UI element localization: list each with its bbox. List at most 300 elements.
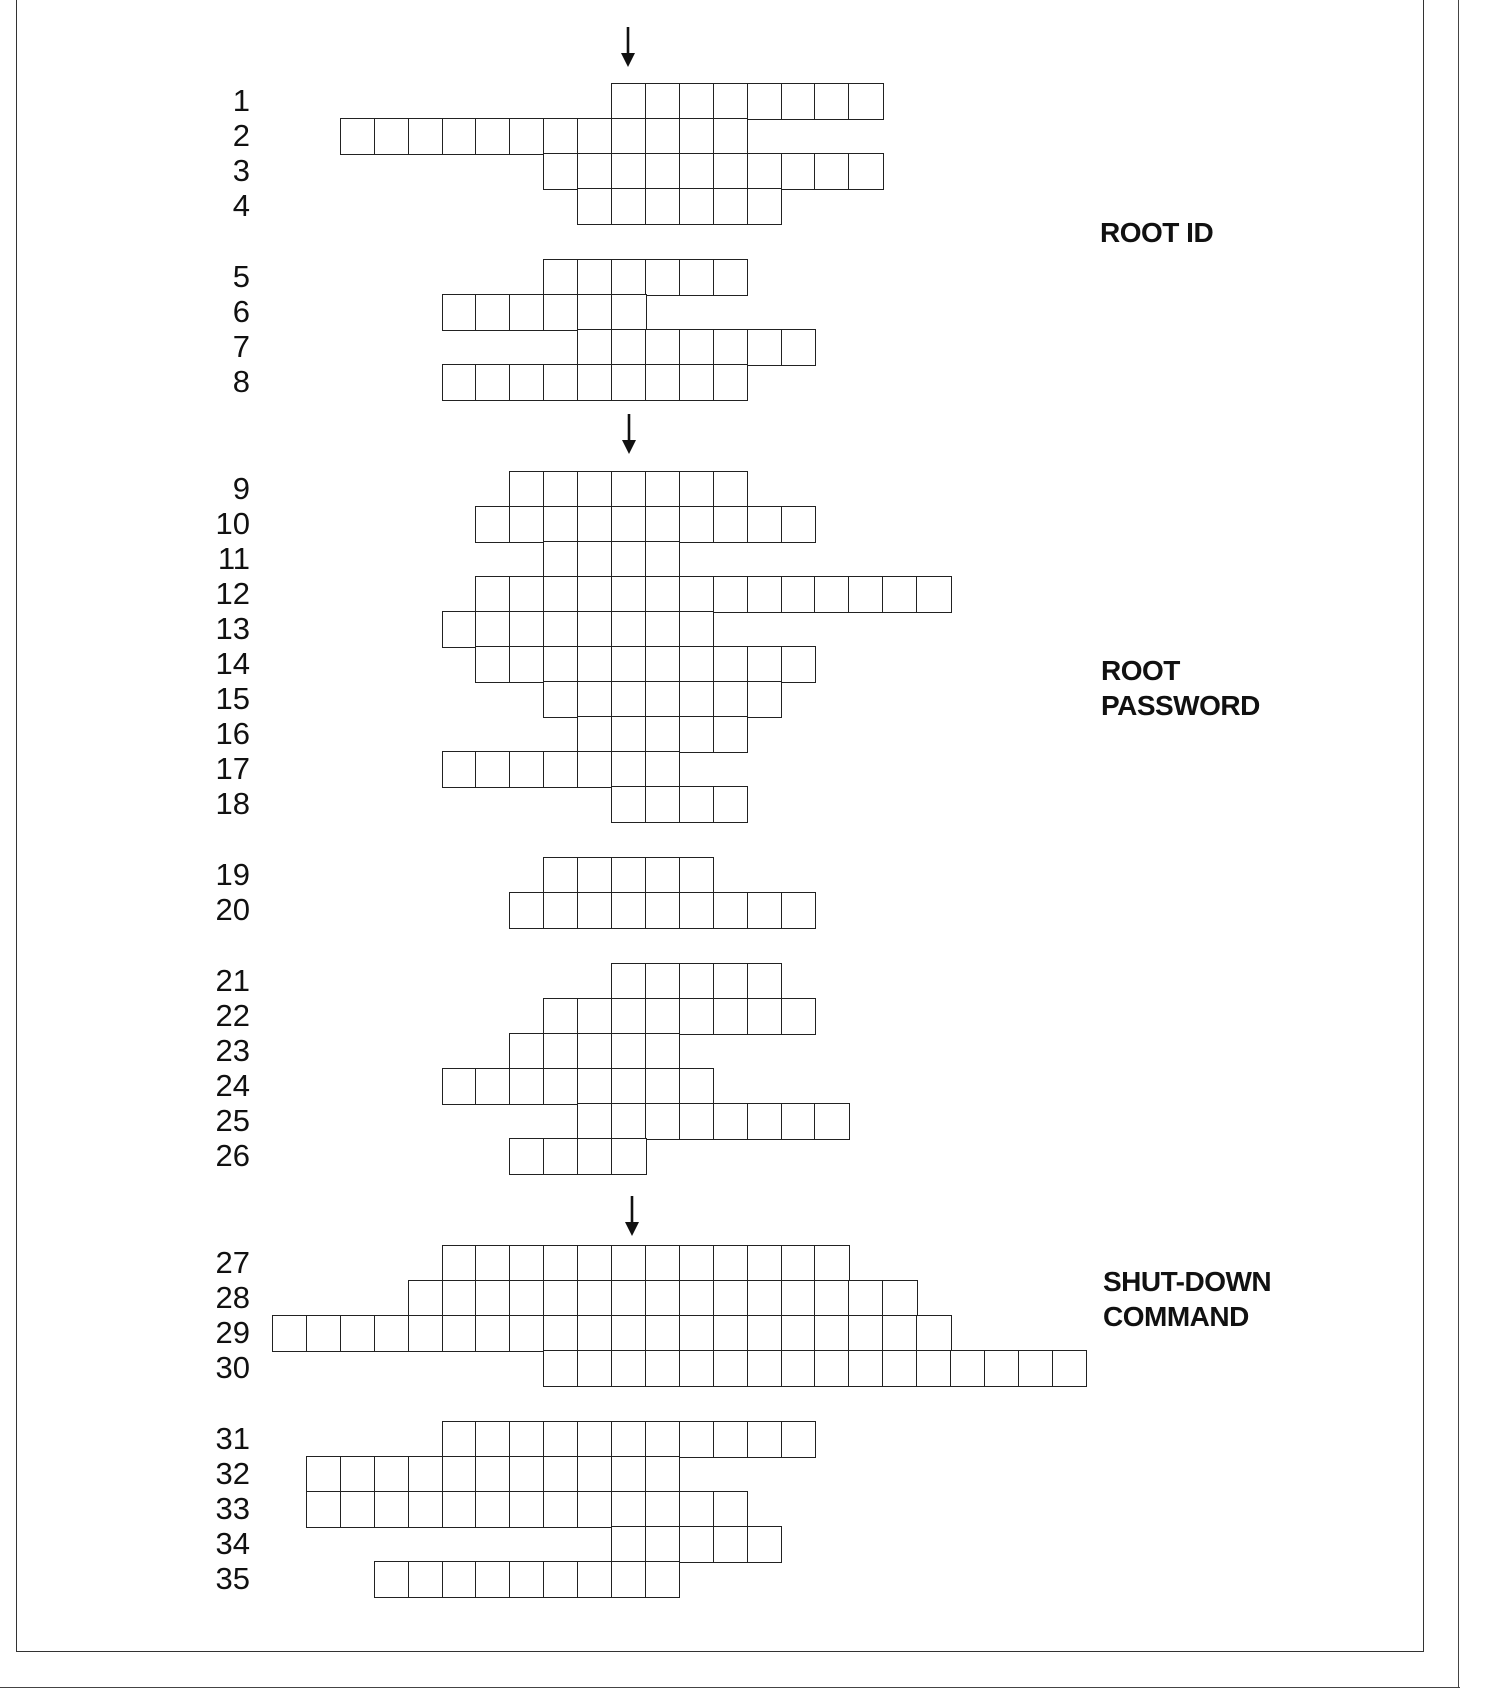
grid-cell[interactable] bbox=[509, 1033, 545, 1070]
grid-cell[interactable] bbox=[509, 576, 545, 613]
grid-cell[interactable] bbox=[645, 751, 681, 788]
grid-cell[interactable] bbox=[408, 1315, 444, 1352]
grid-cell[interactable] bbox=[713, 576, 749, 613]
grid-cell[interactable] bbox=[814, 83, 850, 120]
grid-cell[interactable] bbox=[679, 1526, 715, 1563]
grid-cell[interactable] bbox=[747, 1526, 783, 1563]
grid-cell[interactable] bbox=[679, 576, 715, 613]
grid-cell[interactable] bbox=[1018, 1350, 1054, 1387]
grid-cell[interactable] bbox=[814, 1245, 850, 1282]
grid-cell[interactable] bbox=[577, 1456, 613, 1493]
grid-cell[interactable] bbox=[509, 1245, 545, 1282]
grid-cell[interactable] bbox=[645, 1350, 681, 1387]
grid-cell[interactable] bbox=[577, 294, 613, 331]
grid-cell[interactable] bbox=[543, 611, 579, 648]
grid-cell[interactable] bbox=[679, 1068, 715, 1105]
grid-cell[interactable] bbox=[645, 1315, 681, 1352]
grid-cell[interactable] bbox=[306, 1491, 342, 1528]
grid-cell[interactable] bbox=[645, 857, 681, 894]
grid-cell[interactable] bbox=[577, 1068, 613, 1105]
grid-cell[interactable] bbox=[509, 1491, 545, 1528]
grid-cell[interactable] bbox=[781, 1245, 817, 1282]
grid-cell[interactable] bbox=[475, 646, 511, 683]
grid-cell[interactable] bbox=[713, 1280, 749, 1317]
grid-cell[interactable] bbox=[645, 364, 681, 401]
grid-cell[interactable] bbox=[509, 118, 545, 155]
grid-cell[interactable] bbox=[679, 83, 715, 120]
grid-cell[interactable] bbox=[781, 506, 817, 543]
grid-cell[interactable] bbox=[442, 1068, 478, 1105]
grid-cell[interactable] bbox=[543, 681, 579, 718]
grid-cell[interactable] bbox=[611, 1456, 647, 1493]
grid-cell[interactable] bbox=[611, 786, 647, 823]
grid-cell[interactable] bbox=[611, 506, 647, 543]
grid-cell[interactable] bbox=[713, 506, 749, 543]
grid-cell[interactable] bbox=[882, 1315, 918, 1352]
grid-cell[interactable] bbox=[442, 1456, 478, 1493]
grid-cell[interactable] bbox=[306, 1315, 342, 1352]
grid-cell[interactable] bbox=[611, 83, 647, 120]
grid-cell[interactable] bbox=[577, 1280, 613, 1317]
grid-cell[interactable] bbox=[475, 1421, 511, 1458]
grid-cell[interactable] bbox=[645, 1526, 681, 1563]
grid-cell[interactable] bbox=[645, 892, 681, 929]
grid-cell[interactable] bbox=[374, 1491, 410, 1528]
grid-cell[interactable] bbox=[577, 188, 613, 225]
grid-cell[interactable] bbox=[814, 1315, 850, 1352]
grid-cell[interactable] bbox=[713, 259, 749, 296]
grid-cell[interactable] bbox=[509, 1315, 545, 1352]
grid-cell[interactable] bbox=[408, 1456, 444, 1493]
grid-cell[interactable] bbox=[611, 1421, 647, 1458]
grid-cell[interactable] bbox=[611, 1068, 647, 1105]
grid-cell[interactable] bbox=[713, 471, 749, 508]
grid-cell[interactable] bbox=[509, 364, 545, 401]
grid-cell[interactable] bbox=[611, 541, 647, 578]
grid-cell[interactable] bbox=[747, 188, 783, 225]
grid-cell[interactable] bbox=[577, 1561, 613, 1598]
grid-cell[interactable] bbox=[611, 1315, 647, 1352]
grid-cell[interactable] bbox=[645, 1068, 681, 1105]
grid-cell[interactable] bbox=[475, 1068, 511, 1105]
grid-cell[interactable] bbox=[814, 1350, 850, 1387]
grid-cell[interactable] bbox=[848, 1280, 884, 1317]
grid-cell[interactable] bbox=[679, 963, 715, 1000]
grid-cell[interactable] bbox=[475, 611, 511, 648]
grid-cell[interactable] bbox=[577, 611, 613, 648]
grid-cell[interactable] bbox=[747, 998, 783, 1035]
grid-cell[interactable] bbox=[747, 1350, 783, 1387]
grid-cell[interactable] bbox=[577, 118, 613, 155]
grid-cell[interactable] bbox=[543, 751, 579, 788]
grid-cell[interactable] bbox=[577, 329, 613, 366]
grid-cell[interactable] bbox=[781, 83, 817, 120]
grid-cell[interactable] bbox=[442, 611, 478, 648]
grid-cell[interactable] bbox=[577, 1033, 613, 1070]
grid-cell[interactable] bbox=[645, 611, 681, 648]
grid-cell[interactable] bbox=[713, 1315, 749, 1352]
grid-cell[interactable] bbox=[577, 259, 613, 296]
grid-cell[interactable] bbox=[781, 998, 817, 1035]
grid-cell[interactable] bbox=[679, 786, 715, 823]
grid-cell[interactable] bbox=[577, 716, 613, 753]
grid-cell[interactable] bbox=[577, 892, 613, 929]
grid-cell[interactable] bbox=[611, 681, 647, 718]
grid-cell[interactable] bbox=[509, 1280, 545, 1317]
grid-cell[interactable] bbox=[781, 1280, 817, 1317]
grid-cell[interactable] bbox=[408, 1561, 444, 1598]
grid-cell[interactable] bbox=[645, 188, 681, 225]
grid-cell[interactable] bbox=[713, 646, 749, 683]
grid-cell[interactable] bbox=[679, 364, 715, 401]
grid-cell[interactable] bbox=[747, 83, 783, 120]
grid-cell[interactable] bbox=[611, 329, 647, 366]
grid-cell[interactable] bbox=[543, 506, 579, 543]
grid-cell[interactable] bbox=[747, 646, 783, 683]
grid-cell[interactable] bbox=[611, 294, 647, 331]
grid-cell[interactable] bbox=[577, 471, 613, 508]
grid-cell[interactable] bbox=[509, 611, 545, 648]
grid-cell[interactable] bbox=[747, 1103, 783, 1140]
grid-cell[interactable] bbox=[814, 153, 850, 190]
grid-cell[interactable] bbox=[442, 1280, 478, 1317]
grid-cell[interactable] bbox=[611, 1245, 647, 1282]
grid-cell[interactable] bbox=[645, 83, 681, 120]
grid-cell[interactable] bbox=[713, 1245, 749, 1282]
grid-cell[interactable] bbox=[442, 1315, 478, 1352]
grid-cell[interactable] bbox=[611, 153, 647, 190]
grid-cell[interactable] bbox=[781, 329, 817, 366]
grid-cell[interactable] bbox=[577, 857, 613, 894]
grid-cell[interactable] bbox=[611, 576, 647, 613]
grid-cell[interactable] bbox=[747, 963, 783, 1000]
grid-cell[interactable] bbox=[781, 1421, 817, 1458]
grid-cell[interactable] bbox=[747, 329, 783, 366]
grid-cell[interactable] bbox=[442, 364, 478, 401]
grid-cell[interactable] bbox=[848, 1315, 884, 1352]
grid-cell[interactable] bbox=[679, 471, 715, 508]
grid-cell[interactable] bbox=[543, 259, 579, 296]
grid-cell[interactable] bbox=[679, 118, 715, 155]
grid-cell[interactable] bbox=[611, 716, 647, 753]
grid-cell[interactable] bbox=[679, 892, 715, 929]
grid-cell[interactable] bbox=[645, 329, 681, 366]
grid-cell[interactable] bbox=[848, 153, 884, 190]
grid-cell[interactable] bbox=[543, 1421, 579, 1458]
grid-cell[interactable] bbox=[509, 1068, 545, 1105]
grid-cell[interactable] bbox=[611, 892, 647, 929]
grid-cell[interactable] bbox=[781, 892, 817, 929]
grid-cell[interactable] bbox=[713, 329, 749, 366]
grid-cell[interactable] bbox=[543, 118, 579, 155]
grid-cell[interactable] bbox=[679, 716, 715, 753]
grid-cell[interactable] bbox=[611, 998, 647, 1035]
grid-cell[interactable] bbox=[611, 751, 647, 788]
grid-cell[interactable] bbox=[814, 1103, 850, 1140]
grid-cell[interactable] bbox=[611, 364, 647, 401]
grid-cell[interactable] bbox=[679, 1245, 715, 1282]
grid-cell[interactable] bbox=[577, 1103, 613, 1140]
grid-cell[interactable] bbox=[645, 1561, 681, 1598]
grid-cell[interactable] bbox=[781, 153, 817, 190]
grid-cell[interactable] bbox=[577, 541, 613, 578]
grid-cell[interactable] bbox=[577, 153, 613, 190]
grid-cell[interactable] bbox=[543, 294, 579, 331]
grid-cell[interactable] bbox=[679, 1103, 715, 1140]
grid-cell[interactable] bbox=[577, 1138, 613, 1175]
grid-cell[interactable] bbox=[543, 646, 579, 683]
grid-cell[interactable] bbox=[713, 1103, 749, 1140]
grid-cell[interactable] bbox=[611, 1033, 647, 1070]
grid-cell[interactable] bbox=[713, 716, 749, 753]
grid-cell[interactable] bbox=[306, 1456, 342, 1493]
grid-cell[interactable] bbox=[781, 1315, 817, 1352]
grid-cell[interactable] bbox=[882, 576, 918, 613]
grid-cell[interactable] bbox=[408, 1491, 444, 1528]
grid-cell[interactable] bbox=[611, 188, 647, 225]
grid-cell[interactable] bbox=[543, 364, 579, 401]
grid-cell[interactable] bbox=[713, 786, 749, 823]
grid-cell[interactable] bbox=[645, 118, 681, 155]
grid-cell[interactable] bbox=[611, 1280, 647, 1317]
grid-cell[interactable] bbox=[577, 681, 613, 718]
grid-cell[interactable] bbox=[645, 1421, 681, 1458]
grid-cell[interactable] bbox=[781, 1350, 817, 1387]
grid-cell[interactable] bbox=[645, 1491, 681, 1528]
grid-cell[interactable] bbox=[340, 1456, 376, 1493]
grid-cell[interactable] bbox=[611, 1526, 647, 1563]
grid-cell[interactable] bbox=[442, 751, 478, 788]
grid-cell[interactable] bbox=[848, 576, 884, 613]
grid-cell[interactable] bbox=[679, 646, 715, 683]
grid-cell[interactable] bbox=[543, 1138, 579, 1175]
grid-cell[interactable] bbox=[713, 118, 749, 155]
grid-cell[interactable] bbox=[645, 1103, 681, 1140]
grid-cell[interactable] bbox=[679, 153, 715, 190]
grid-cell[interactable] bbox=[611, 963, 647, 1000]
grid-cell[interactable] bbox=[543, 1315, 579, 1352]
grid-cell[interactable] bbox=[577, 1315, 613, 1352]
grid-cell[interactable] bbox=[713, 153, 749, 190]
grid-cell[interactable] bbox=[679, 1491, 715, 1528]
grid-cell[interactable] bbox=[272, 1315, 308, 1352]
grid-cell[interactable] bbox=[814, 1280, 850, 1317]
grid-cell[interactable] bbox=[645, 576, 681, 613]
grid-cell[interactable] bbox=[679, 259, 715, 296]
grid-cell[interactable] bbox=[509, 646, 545, 683]
grid-cell[interactable] bbox=[679, 998, 715, 1035]
grid-cell[interactable] bbox=[543, 1350, 579, 1387]
grid-cell[interactable] bbox=[543, 857, 579, 894]
grid-cell[interactable] bbox=[611, 118, 647, 155]
grid-cell[interactable] bbox=[543, 471, 579, 508]
grid-cell[interactable] bbox=[679, 329, 715, 366]
grid-cell[interactable] bbox=[509, 506, 545, 543]
grid-cell[interactable] bbox=[645, 1033, 681, 1070]
grid-cell[interactable] bbox=[475, 1280, 511, 1317]
grid-cell[interactable] bbox=[679, 1421, 715, 1458]
grid-cell[interactable] bbox=[645, 716, 681, 753]
grid-cell[interactable] bbox=[916, 1315, 952, 1352]
grid-cell[interactable] bbox=[679, 681, 715, 718]
grid-cell[interactable] bbox=[475, 118, 511, 155]
grid-cell[interactable] bbox=[543, 1561, 579, 1598]
grid-cell[interactable] bbox=[475, 1456, 511, 1493]
grid-cell[interactable] bbox=[747, 1245, 783, 1282]
grid-cell[interactable] bbox=[577, 576, 613, 613]
grid-cell[interactable] bbox=[611, 471, 647, 508]
grid-cell[interactable] bbox=[475, 576, 511, 613]
grid-cell[interactable] bbox=[611, 1561, 647, 1598]
grid-cell[interactable] bbox=[611, 857, 647, 894]
grid-cell[interactable] bbox=[611, 1350, 647, 1387]
grid-cell[interactable] bbox=[747, 1315, 783, 1352]
grid-cell[interactable] bbox=[882, 1280, 918, 1317]
grid-cell[interactable] bbox=[475, 1491, 511, 1528]
grid-cell[interactable] bbox=[713, 1491, 749, 1528]
grid-cell[interactable] bbox=[543, 892, 579, 929]
grid-cell[interactable] bbox=[679, 611, 715, 648]
grid-cell[interactable] bbox=[543, 998, 579, 1035]
grid-cell[interactable] bbox=[679, 1350, 715, 1387]
grid-cell[interactable] bbox=[713, 1350, 749, 1387]
grid-cell[interactable] bbox=[848, 83, 884, 120]
grid-cell[interactable] bbox=[679, 1280, 715, 1317]
grid-cell[interactable] bbox=[645, 963, 681, 1000]
grid-cell[interactable] bbox=[509, 892, 545, 929]
grid-cell[interactable] bbox=[577, 1421, 613, 1458]
grid-cell[interactable] bbox=[340, 1491, 376, 1528]
grid-cell[interactable] bbox=[577, 998, 613, 1035]
grid-cell[interactable] bbox=[679, 188, 715, 225]
grid-cell[interactable] bbox=[442, 118, 478, 155]
grid-cell[interactable] bbox=[475, 1561, 511, 1598]
grid-cell[interactable] bbox=[611, 259, 647, 296]
grid-cell[interactable] bbox=[408, 118, 444, 155]
grid-cell[interactable] bbox=[543, 153, 579, 190]
grid-cell[interactable] bbox=[713, 188, 749, 225]
grid-cell[interactable] bbox=[374, 1456, 410, 1493]
grid-cell[interactable] bbox=[984, 1350, 1020, 1387]
grid-cell[interactable] bbox=[645, 1245, 681, 1282]
grid-cell[interactable] bbox=[442, 1245, 478, 1282]
grid-cell[interactable] bbox=[645, 646, 681, 683]
grid-cell[interactable] bbox=[713, 364, 749, 401]
grid-cell[interactable] bbox=[916, 576, 952, 613]
grid-cell[interactable] bbox=[645, 998, 681, 1035]
grid-cell[interactable] bbox=[475, 506, 511, 543]
grid-cell[interactable] bbox=[509, 1421, 545, 1458]
grid-cell[interactable] bbox=[747, 153, 783, 190]
grid-cell[interactable] bbox=[543, 1456, 579, 1493]
grid-cell[interactable] bbox=[340, 118, 376, 155]
grid-cell[interactable] bbox=[1052, 1350, 1088, 1387]
grid-cell[interactable] bbox=[781, 646, 817, 683]
grid-cell[interactable] bbox=[645, 1280, 681, 1317]
grid-cell[interactable] bbox=[814, 576, 850, 613]
grid-cell[interactable] bbox=[747, 506, 783, 543]
grid-cell[interactable] bbox=[848, 1350, 884, 1387]
grid-cell[interactable] bbox=[645, 259, 681, 296]
grid-cell[interactable] bbox=[645, 541, 681, 578]
grid-cell[interactable] bbox=[543, 1491, 579, 1528]
grid-cell[interactable] bbox=[611, 646, 647, 683]
grid-cell[interactable] bbox=[577, 1350, 613, 1387]
grid-cell[interactable] bbox=[577, 751, 613, 788]
grid-cell[interactable] bbox=[442, 294, 478, 331]
grid-cell[interactable] bbox=[374, 1315, 410, 1352]
grid-cell[interactable] bbox=[645, 1456, 681, 1493]
grid-cell[interactable] bbox=[442, 1491, 478, 1528]
grid-cell[interactable] bbox=[747, 681, 783, 718]
grid-cell[interactable] bbox=[408, 1280, 444, 1317]
grid-cell[interactable] bbox=[611, 611, 647, 648]
grid-cell[interactable] bbox=[645, 506, 681, 543]
grid-cell[interactable] bbox=[543, 1245, 579, 1282]
grid-cell[interactable] bbox=[611, 1491, 647, 1528]
grid-cell[interactable] bbox=[577, 1245, 613, 1282]
grid-cell[interactable] bbox=[882, 1350, 918, 1387]
grid-cell[interactable] bbox=[781, 576, 817, 613]
grid-cell[interactable] bbox=[713, 681, 749, 718]
grid-cell[interactable] bbox=[950, 1350, 986, 1387]
grid-cell[interactable] bbox=[509, 294, 545, 331]
grid-cell[interactable] bbox=[713, 963, 749, 1000]
grid-cell[interactable] bbox=[475, 364, 511, 401]
grid-cell[interactable] bbox=[747, 1421, 783, 1458]
grid-cell[interactable] bbox=[543, 576, 579, 613]
grid-cell[interactable] bbox=[713, 83, 749, 120]
grid-cell[interactable] bbox=[475, 294, 511, 331]
grid-cell[interactable] bbox=[475, 1315, 511, 1352]
grid-cell[interactable] bbox=[747, 892, 783, 929]
grid-cell[interactable] bbox=[713, 1526, 749, 1563]
grid-cell[interactable] bbox=[509, 1561, 545, 1598]
grid-cell[interactable] bbox=[611, 1103, 647, 1140]
grid-cell[interactable] bbox=[645, 153, 681, 190]
grid-cell[interactable] bbox=[509, 1138, 545, 1175]
grid-cell[interactable] bbox=[747, 576, 783, 613]
grid-cell[interactable] bbox=[747, 1280, 783, 1317]
grid-cell[interactable] bbox=[713, 998, 749, 1035]
grid-cell[interactable] bbox=[543, 1068, 579, 1105]
grid-cell[interactable] bbox=[374, 1561, 410, 1598]
grid-cell[interactable] bbox=[645, 471, 681, 508]
grid-cell[interactable] bbox=[374, 118, 410, 155]
grid-cell[interactable] bbox=[679, 857, 715, 894]
grid-cell[interactable] bbox=[543, 541, 579, 578]
grid-cell[interactable] bbox=[509, 751, 545, 788]
grid-cell[interactable] bbox=[645, 681, 681, 718]
grid-cell[interactable] bbox=[475, 751, 511, 788]
grid-cell[interactable] bbox=[645, 786, 681, 823]
grid-cell[interactable] bbox=[340, 1315, 376, 1352]
grid-cell[interactable] bbox=[509, 471, 545, 508]
grid-cell[interactable] bbox=[577, 364, 613, 401]
grid-cell[interactable] bbox=[577, 646, 613, 683]
grid-cell[interactable] bbox=[916, 1350, 952, 1387]
grid-cell[interactable] bbox=[679, 506, 715, 543]
grid-cell[interactable] bbox=[781, 1103, 817, 1140]
grid-cell[interactable] bbox=[713, 1421, 749, 1458]
grid-cell[interactable] bbox=[577, 1491, 613, 1528]
grid-cell[interactable] bbox=[543, 1033, 579, 1070]
grid-cell[interactable] bbox=[713, 892, 749, 929]
grid-cell[interactable] bbox=[475, 1245, 511, 1282]
grid-cell[interactable] bbox=[442, 1561, 478, 1598]
grid-cell[interactable] bbox=[509, 1456, 545, 1493]
grid-cell[interactable] bbox=[543, 1280, 579, 1317]
